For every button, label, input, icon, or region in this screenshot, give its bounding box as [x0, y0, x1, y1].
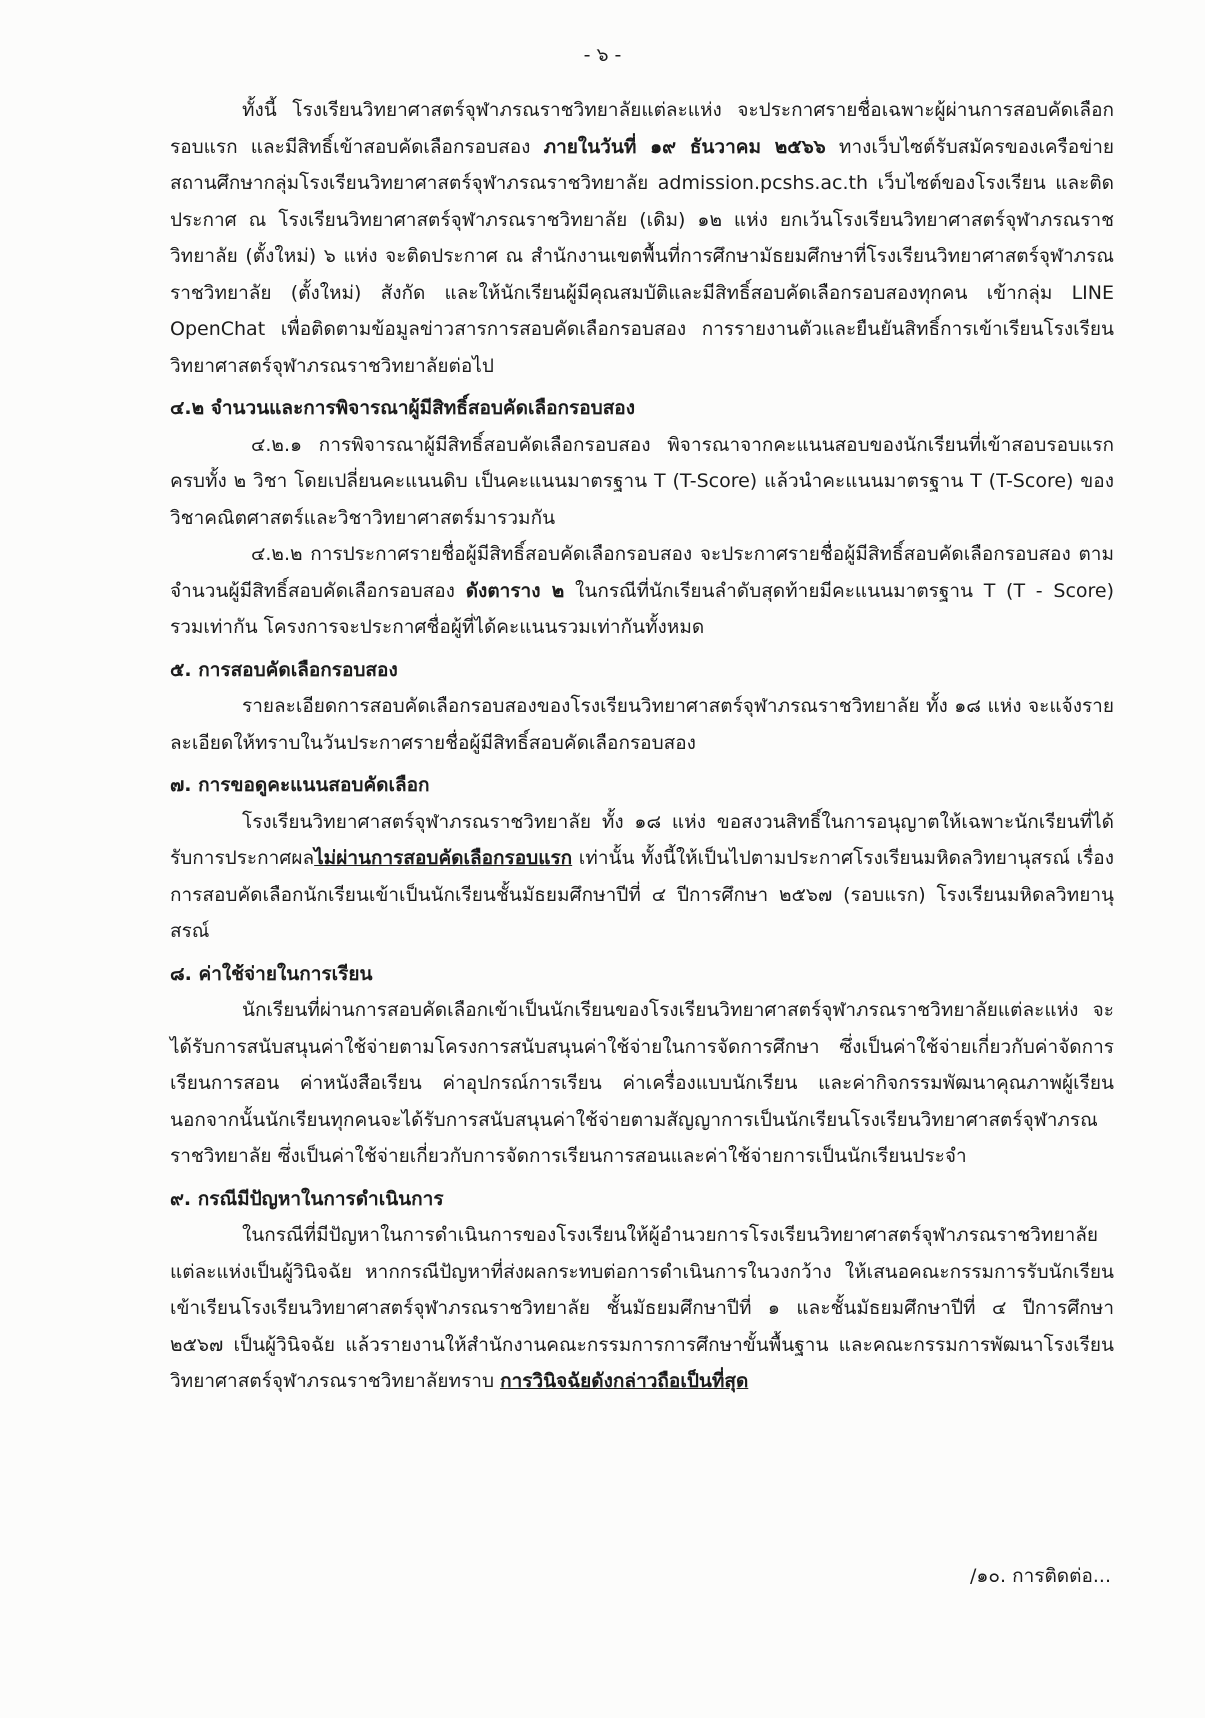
page-number: - ๖ -: [583, 44, 622, 66]
intro-paragraph: [170, 92, 1114, 384]
section-9-heading: ๙. กรณีมีปัญหาในการดำเนินการ: [170, 1187, 444, 1210]
section-7-text-2: เท่านั้น ทั้งนี้ให้เป็นไปตามประกาศโรงเรียนมหิดลวิทยานุสรณ์ เรื่อง การสอบคัดเลือกนักเรียนเข้าเป็นนักเรียนชั้นมัธยมศึกษาปีที่ ๔ ปีการศึกษา ๒๕๖๗ (รอบแรก) โรงเรียนมหิดลวิทยานุสรณ์: [170, 847, 1114, 942]
section-4-2-2-text-2: ในกรณีที่นักเรียนลำดับสุดท้ายมีคะแนนมาตรฐาน T (T - Score) รวมเท่ากัน โครงการจะประกาศชื่อผู้ที่ได้คะแนนรวมเท่ากันทั้งหมด: [170, 579, 1115, 638]
document-body: [170, 92, 1114, 1400]
section-4-2-2-text-1: ๔.๒.๒ การประกาศรายชื่อผู้มีสิทธิ์สอบคัดเลือกรอบสอง จะประกาศรายชื่อผู้มีสิทธิ์สอบคัดเลือกรอบสอง ตามจำนวนผู้มีสิทธิ์สอบคัดเลือกรอบสอง: [170, 543, 1114, 602]
section-8-heading: ๘. ค่าใช้จ่ายในการเรียน: [170, 962, 373, 985]
section-4-2-1-paragraph: ๔.๒.๑ การพิจารณาผู้มีสิทธิ์สอบคัดเลือกรอบสอง พิจารณาจากคะแนนสอบของนักเรียนที่เข้าสอบรอบแรกครบทั้ง ๒ วิชา โดยเปลี่ยนคะแนนดิบ เป็นคะแนนมาตรฐาน T (T-Score) แล้วนำคะแนนมาตรฐาน T (T-Score) ของวิชาคณิตศาสตร์และวิชาวิทยาศาสตร์มารวมกัน: [170, 433, 1114, 529]
section-9-emphasis: การวินิจฉัยดังกล่าวถือเป็นที่สุด: [500, 1370, 749, 1392]
section-7-heading: ๗. การขอดูคะแนนสอบคัดเลือก: [170, 774, 430, 796]
section-5-heading: ๕. การสอบคัดเลือกรอบสอง: [170, 658, 398, 681]
intro-text-2: ทางเว็บไซต์รับสมัครของเครือข่ายสถานศึกษากลุ่มโรงเรียนวิทยาศาสตร์จุฬาภรณราชวิทยาลัย admission.pcshs.ac.th เว็บไซต์ของโรงเรียน และติดประกาศ ณ โรงเรียนวิทยาศาสตร์จุฬาภรณราชวิทยาลัย (เดิม) ๑๒ แห่ง ยกเว้นโรงเรียนวิทยาศาสตร์จุฬาภรณราชวิทยาลัย (ตั้งใหม่) ๖ แห่ง จะติดประกาศ ณ สำนักงานเขตพื้นที่การศึกษามัธยมศึกษาที่โรงเรียนวิทยาศาสตร์จุฬาภรณราชวิทยาลัย (ตั้งใหม่) สังกัด และให้นักเรียนผู้มีคุณสมบัติและมีสิทธิ์สอบคัดเลือกรอบสองทุกคน เข้ากลุ่ม LINE OpenChat เพื่อติดตามข้อมูลข่าวสารการสอบคัดเลือกรอบสอง การรายงานตัวและยืนยันสิทธิ์การเข้าเรียนโรงเรียนวิทยาศาสตร์จุฬาภรณราชวิทยาลัยต่อไป: [170, 135, 1114, 377]
intro-text-1: ทั้งนี้ โรงเรียนวิทยาศาสตร์จุฬาภรณราชวิทยาลัยแต่ละแห่ง จะประกาศรายชื่อเฉพาะผู้ผ่านการสอบคัดเลือกรอบแรก และมีสิทธิ์เข้าสอบคัดเลือกรอบสอง: [170, 99, 1114, 158]
section-9-paragraph: [170, 1217, 1114, 1400]
section-5-paragraph: รายละเอียดการสอบคัดเลือกรอบสองของโรงเรียนวิทยาศาสตร์จุฬาภรณราชวิทยาลัย ทั้ง ๑๘ แห่ง จะแจ้งรายละเอียดให้ทราบในวันประกาศรายชื่อผู้มีสิทธิ์สอบคัดเลือกรอบสอง: [170, 695, 1114, 754]
section-4-2-2-paragraph: [170, 536, 1114, 646]
section-9-text: ในกรณีที่มีปัญหาในการดำเนินการของโรงเรียนให้ผู้อำนวยการโรงเรียนวิทยาศาสตร์จุฬาภรณราชวิทยาลัยแต่ละแห่งเป็นผู้วินิจฉัย หากกรณีปัญหาที่ส่งผลกระทบต่อการดำเนินการในวงกว้าง ให้เสนอคณะกรรมการรับนักเรียนเข้าเรียนโรงเรียนวิทยาศาสตร์จุฬาภรณราชวิทยาลัย ชั้นมัธยมศึกษาปีที่ ๑ และชั้นมัธยมศึกษาปีที่ ๔ ปีการศึกษา ๒๕๖๗ เป็นผู้วินิจฉัย แล้วรายงานให้สำนักงานคณะกรรมการการศึกษาขั้นพื้นฐาน และคณะกรรมการพัฒนาโรงเรียนวิทยาศาสตร์จุฬาภรณราชวิทยาลัยทราบ: [170, 1224, 1114, 1392]
section-8-paragraph: นักเรียนที่ผ่านการสอบคัดเลือกเข้าเป็นนักเรียนของโรงเรียนวิทยาศาสตร์จุฬาภรณราชวิทยาลัยแต่ละแห่ง จะได้รับการสนับสนุนค่าใช้จ่ายตามโครงการสนับสนุนค่าใช้จ่ายในการจัดการศึกษา ซึ่งเป็นค่าใช้จ่ายเกี่ยวกับค่าจัดการเรียนการสอน ค่าหนังสือเรียน ค่าอุปกรณ์การเรียน ค่าเครื่องแบบนักเรียน และค่ากิจกรรมพัฒนาคุณภาพผู้เรียน นอกจากนั้นนักเรียนทุกคนจะได้รับการสนับสนุนค่าใช้จ่ายตามสัญญาการเป็นนักเรียนโรงเรียนวิทยาศาสตร์จุฬาภรณราชวิทยาลัย ซึ่งเป็นค่าใช้จ่ายเกี่ยวกับการจัดการเรียนการสอนและค่าใช้จ่ายการเป็นนักเรียนประจำ: [170, 999, 1114, 1167]
table-reference: ดังตาราง ๒: [465, 579, 565, 602]
section-4-2-heading: ๔.๒ จำนวนและการพิจารณาผู้มีสิทธิ์สอบคัดเลือกรอบสอง: [170, 397, 635, 419]
section-7-paragraph: [170, 804, 1114, 950]
continued-next-page: /๑๐. การติดต่อ...: [969, 1565, 1111, 1587]
section-7-emphasis: ไม่ผ่านการสอบคัดเลือกรอบแรก: [314, 847, 573, 869]
announcement-date: ภายในวันที่ ๑๙ ธันวาคม ๒๕๖๖: [543, 135, 826, 158]
section-7-text-1: โรงเรียนวิทยาศาสตร์จุฬาภรณราชวิทยาลัย ทั้ง ๑๘ แห่ง ขอสงวนสิทธิ์ในการอนุญาตให้เฉพาะนักเรียนที่ได้รับการประกาศผล: [170, 810, 1114, 869]
